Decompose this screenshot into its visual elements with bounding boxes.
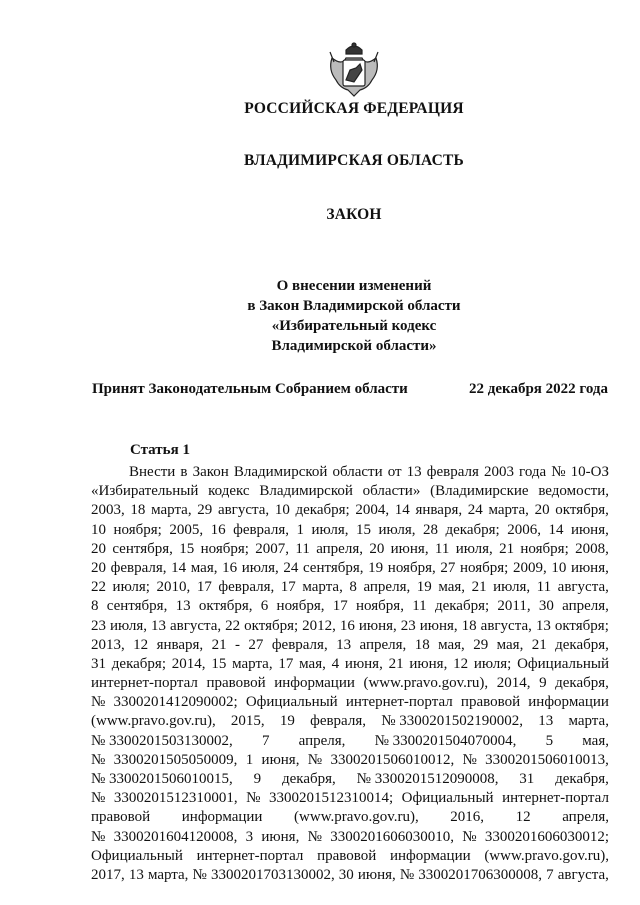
word: июня, [261,751,300,768]
word: января, [415,502,463,519]
subject-line: Владимирской области» [271,338,437,354]
word: 30 [338,866,354,883]
word: 19 [416,579,432,596]
paragraph-line [91,578,609,597]
word: 16 [222,559,238,576]
word: 23 [400,617,416,634]
word: Официальный [401,790,494,807]
word: 17 [280,579,296,596]
word: (www.pravo.gov.ru), [294,809,419,826]
word: 1 [245,751,254,768]
word: № [246,790,261,807]
word: 2003, [91,502,125,519]
word: декабря, [555,675,609,692]
word: февраля, [218,579,275,596]
word: информации [274,675,355,692]
word: 30 [538,598,554,615]
subject-line: «Избирательный кодекс [271,318,437,334]
word: ноября; [520,540,569,557]
word: 19 [368,559,384,576]
word: 3 [245,828,254,845]
word: 13 [538,713,554,730]
word: № [307,751,323,768]
word: мая, [438,579,466,596]
word: 29 [197,502,213,519]
word: ноября; [113,521,162,538]
adoption-date: 22 декабря 2022 года [469,381,608,397]
word: Внести [129,464,176,480]
word: 13 [535,617,551,634]
word: Владимирской [233,464,328,480]
paragraph-line [91,655,609,674]
word: июня, [409,655,448,672]
word: апреля, [359,636,407,653]
word: июля, [455,540,493,557]
word: 10 [551,559,567,576]
word: 14 [548,521,564,538]
word: информации [528,694,609,711]
word: информации [181,809,263,826]
word: 12 [515,809,531,826]
word: правовой [91,809,151,826]
paragraph-line [91,463,609,482]
word: февраля, [110,559,167,576]
word: 12 [453,655,469,672]
word: № [399,866,415,883]
word: 19 [279,713,295,730]
word: ноября; [459,559,509,576]
word: года [519,464,547,480]
word: 2014, [496,675,531,692]
word: декабря; [445,521,500,538]
article-body [91,463,609,885]
word: 2011, [497,598,531,615]
word: № [91,790,106,807]
word: 3300201606030012; [484,828,609,845]
word: декабря; [434,598,490,615]
word: 11 [295,540,310,557]
word: 29 [473,636,489,653]
word: июня, [570,559,609,576]
word: № [551,464,566,480]
word: августа, [169,617,222,634]
word: марта, [147,866,189,883]
paragraph-line [91,674,609,693]
word: ноября, [387,559,436,576]
word: мая, [438,636,465,653]
word: № [91,694,106,711]
word: 10 [274,502,290,519]
word: 10 [91,521,106,538]
word: 21 [499,540,515,557]
word: 8 [91,598,99,615]
word: 17 [196,579,212,596]
word: 17 [332,598,348,615]
word: 21 [531,636,547,653]
word: 2007, [255,540,290,557]
word: 2009, [512,559,547,576]
word: 21 [211,636,227,653]
word: № [307,828,322,845]
region-heading: ВЛАДИМИРСКАЯ ОБЛАСТЬ [244,152,464,169]
word: марта, [232,655,273,672]
word: кодекс [208,483,250,500]
word: 20 [534,502,550,519]
word: Официальный [91,847,183,864]
word: 3300201512310001, [113,790,238,807]
word: 22 [91,579,106,596]
word: мая, [299,655,326,672]
word: июня, [358,617,397,634]
word: декабря, [282,771,336,787]
word: 2012, [302,617,336,634]
word: 14 [171,559,187,576]
word: декабря; [295,502,350,519]
word: интернет-портал [502,790,609,807]
word: августа, [557,579,609,596]
word: 24 [467,502,483,519]
word: правовой [317,847,377,864]
word: интернет-портал [345,694,453,711]
word: 27 [248,636,264,653]
word: 31 [519,771,535,787]
word: 2003 [483,464,514,480]
word: 23 [91,617,106,634]
word: № [192,866,207,883]
paragraph-line [91,847,609,866]
word: (Владимирские [430,483,529,500]
word: информации [389,847,471,864]
word: сентября, [112,540,173,557]
word: 3300201506010013, [485,751,609,768]
word: февраля, [310,713,366,730]
word: № 3300201504070004, [374,732,517,749]
word: июля; [473,655,512,672]
word: 2016, [450,809,485,826]
word: апреля, [298,732,346,749]
word: 16 [210,521,226,538]
word: № 3300201506010015, [91,771,233,787]
word: 2010, [156,579,191,596]
word: - [235,636,240,653]
paragraph-line [91,751,609,770]
paragraph-line [91,597,609,616]
word: июня, [344,655,383,672]
word: сентября, [302,559,364,576]
word: в [180,464,188,480]
paragraph-line [91,636,609,655]
word: Закон [192,464,229,480]
paragraph-line [91,828,609,847]
word: интернет-портал [91,675,198,692]
word: № 3300201502190002, [381,713,524,730]
word: 2004, [355,502,390,519]
word: ноября, [276,598,325,615]
word: апреля, [562,809,609,826]
word: 15 [211,655,227,672]
word: августа, [557,866,609,883]
word: интернет-портал [196,847,304,864]
word: апреля, [316,540,363,557]
word: 7 [261,732,270,749]
document-type-heading: ЗАКОН [326,206,382,223]
word: ноября, [356,598,404,615]
word: 31 [91,655,106,672]
word: № [462,751,477,768]
word: Официальный [517,655,609,672]
word: области» [362,483,421,500]
paragraph-line [91,770,609,789]
word: 3300201703130002, [210,866,335,883]
word: марта, [302,579,343,596]
word: 15 [355,521,371,538]
word: 22 [225,617,241,634]
word: 3300201706300008, [418,866,543,883]
word: 18 [130,502,146,519]
word: июля, [493,579,531,596]
word: 13 [128,866,144,883]
paragraph-line [91,482,609,501]
word: 13 [175,598,191,615]
word: (www.pravo.gov.ru), [91,713,216,730]
word: 2005, [169,521,204,538]
word: (www.pravo.gov.ru), [484,847,609,864]
word: 3300201604120008, [113,828,238,845]
word: 11 [536,579,552,596]
word: 3300201506010012, [330,751,455,768]
word: 10-ОЗ [570,464,609,480]
word: июля, [311,521,349,538]
word: 28 [422,521,438,538]
word: марта, [488,502,529,519]
word: № [91,751,106,768]
word: 27 [440,559,456,576]
word: 11 [434,540,450,557]
word: № 3300201512090008, [356,771,499,787]
word: правовой [460,694,521,711]
word: 16 [339,617,355,634]
word: декабря; [111,655,166,672]
word: марта, [151,502,192,519]
word: июля, [109,617,147,634]
subject-line: О внесении изменений [276,278,432,294]
word: «Избирательный [91,483,199,500]
word: 7 [546,866,554,883]
coat-of-arms-emblem [326,40,382,102]
subject-line: в Закон Владимирской области [247,298,461,314]
word: февраля [426,464,479,480]
word: 2008, [575,540,609,557]
word: 2015, [230,713,265,730]
word: 13 [336,636,352,653]
paragraph-line [91,693,609,712]
word: области [332,464,383,480]
word: декабря, [555,771,609,787]
word: декабря, [555,636,609,653]
word: 20 [91,540,106,557]
word: октября; [554,617,609,634]
paragraph-line [91,732,609,751]
law-subject-title [0,276,640,356]
word: 3300201505050009, [113,751,238,768]
word: № [91,828,106,845]
word: октября, [198,598,253,615]
word: № [462,828,477,845]
word: января, [156,636,204,653]
word: июня, [570,521,609,538]
word: 4 [331,655,340,672]
paragraph-line [91,501,609,520]
word: 1 [296,521,304,538]
country-heading: РОССИЙСКАЯ ФЕДЕРАЦИЯ [244,100,464,117]
word: 8 [349,579,357,596]
word: 20 [91,559,106,576]
word: ведомости, [538,483,609,500]
word: 14 [394,502,410,519]
word: октября, [555,502,609,519]
word: июня, [390,540,429,557]
word: июля; [112,579,150,596]
word: мая, [582,732,609,749]
paragraph-line [91,866,609,885]
word: июня, [419,617,458,634]
word: мая, [190,559,218,576]
word: 5 [545,732,554,749]
word: июня, [261,828,300,845]
word: 20 [369,540,385,557]
word: 13 [150,617,166,634]
word: 11 [412,598,427,615]
adopted-by: Принят Законодательным Собранием области [92,381,408,397]
paragraph-line [91,540,609,559]
word: июня, [357,866,396,883]
paragraph-line [91,712,609,731]
word: 2017, [91,866,125,883]
word: 6 [260,598,269,615]
word: сентября, [106,598,168,615]
word: апреля, [562,598,609,615]
word: правовой [206,675,266,692]
word: июля, [241,559,279,576]
word: 13 [406,464,422,480]
word: 18 [461,617,477,634]
word: 9 [253,771,262,787]
word: 18 [414,636,430,653]
word: февраля, [233,521,289,538]
word: ноября; [200,540,249,557]
word: 2014, [171,655,206,672]
word: марта, [568,713,609,730]
word: Владимирской [259,483,353,500]
word: октября; [244,617,299,634]
word: 12 [133,636,149,653]
word: 21 [388,655,404,672]
word: 24 [283,559,299,576]
word: Официальный [245,694,338,711]
word: 15 [179,540,195,557]
word: февраля, [271,636,328,653]
word: мая, [496,636,524,653]
word: (www.pravo.gov.ru), [363,675,489,692]
word: августа, [217,502,270,519]
word: 3300201412090002; [113,694,238,711]
paragraph-line [91,617,609,636]
paragraph-line [91,789,609,808]
word: 17 [278,655,294,672]
word: 9 [539,675,547,692]
word: от [387,464,402,480]
paragraph-line [91,521,609,540]
paragraph-line [91,808,609,827]
word: 3300201512310014; [268,790,394,807]
word: 2013, [91,636,125,653]
word: № 3300201503130002, [91,732,233,749]
article-heading: Статья 1 [130,442,190,458]
word: июля, [378,521,416,538]
word: 2006, [507,521,541,538]
word: 3300201606030010, [330,828,454,845]
paragraph-line [91,559,609,578]
word: августа, [480,617,532,634]
word: апреля, [363,579,411,596]
word: 21 [471,579,487,596]
